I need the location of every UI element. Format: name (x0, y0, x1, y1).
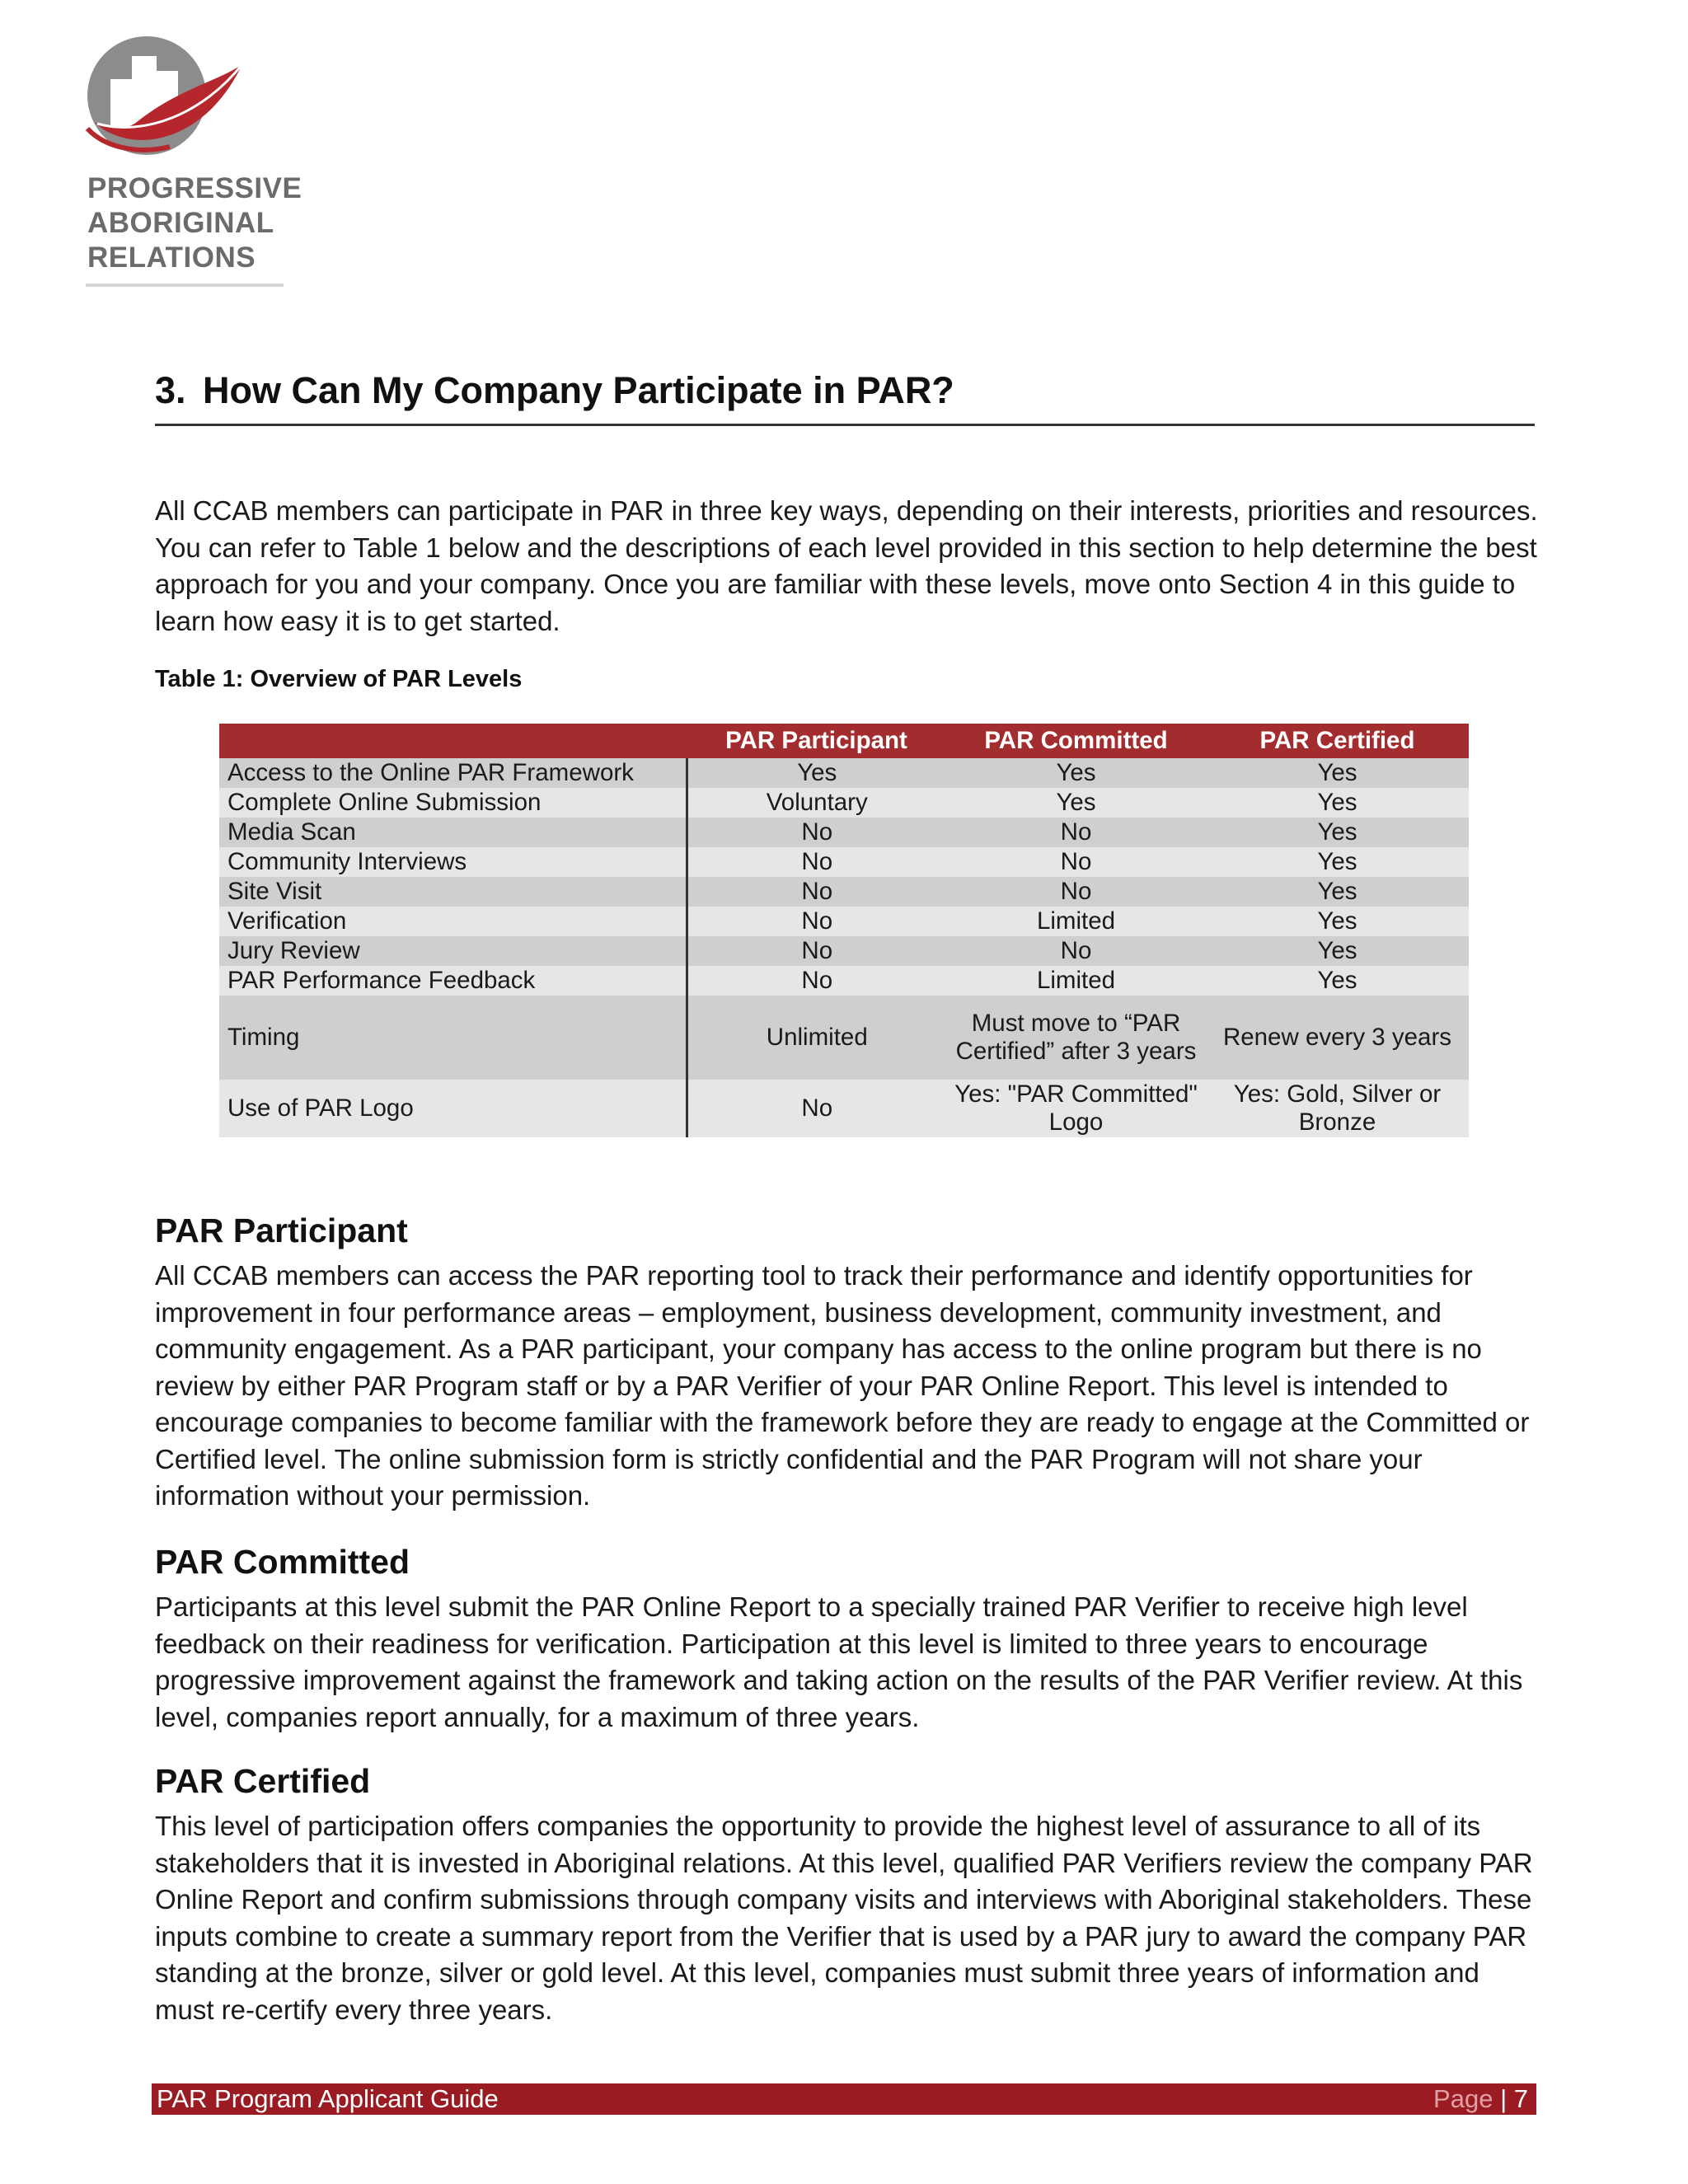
committed-heading: PAR Committed (155, 1543, 410, 1581)
table-header-committed: PAR Committed (946, 724, 1206, 758)
table-cell: No (687, 936, 946, 966)
table-cell: No (687, 818, 946, 847)
table-row-label: Access to the Online PAR Framework (219, 758, 687, 788)
table-cell: No (687, 907, 946, 936)
table-cell: Unlimited (687, 996, 946, 1080)
par-levels-table (219, 724, 1469, 1137)
table-row (219, 818, 1469, 847)
table-row-label: Verification (219, 907, 687, 936)
table-cell: No (687, 847, 946, 877)
table-cell: Yes: "PAR Committed" Logo (946, 1080, 1206, 1137)
page-footer (152, 2083, 1536, 2115)
table-cell: Yes (1206, 936, 1469, 966)
section-number: 3. (155, 369, 186, 411)
logo-line-1: PROGRESSIVE (87, 172, 302, 204)
logo-wordmark (87, 171, 302, 275)
table-row (219, 847, 1469, 877)
committed-paragraph: Participants at this level submit the PAR Online Report to a specially trained PAR Verifier to receive high level feedback on their readiness for verification. Participation at this level is limited to three years to encourage progressive improvement against the framework and taking action on the results of the PAR Verifier review. At this level, companies report annually, for a maximum of three years. (155, 1591, 1523, 1732)
footer-separator: | (1500, 2084, 1507, 2113)
table-row (219, 996, 1469, 1080)
table-row-label: PAR Performance Feedback (219, 966, 687, 996)
table-cell: Yes (687, 758, 946, 788)
footer-page-indicator (1433, 2083, 1528, 2115)
footer-page-label: Page (1433, 2084, 1493, 2113)
table-cell: Yes (1206, 907, 1469, 936)
table-cell: Yes (946, 758, 1206, 788)
table-row (219, 877, 1469, 907)
table-cell: No (687, 966, 946, 996)
table-row-label: Complete Online Submission (219, 788, 687, 818)
table-cell: Limited (946, 966, 1206, 996)
table-row-label: Community Interviews (219, 847, 687, 877)
table-header-certified: PAR Certified (1206, 724, 1469, 758)
table-cell: No (946, 936, 1206, 966)
table-row (219, 1080, 1469, 1137)
table-row (219, 758, 1469, 788)
footer-page-number: 7 (1513, 2084, 1528, 2113)
table-header-row (219, 724, 1469, 758)
certified-paragraph: This level of participation offers companies the opportunity to provide the highest level of assurance to all of its stakeholders that it is invested in Aboriginal relations. At this level, qualified PAR Verifiers review the company PAR Online Report and confirm submissions through company visits and interviews with Aboriginal stakeholders. These inputs combine to create a summary report from the Verifier that is used by a PAR jury to award the company PAR standing at the bronze, silver or gold level. At this level, companies must submit three years of information and must re-certify every three years. (155, 1811, 1533, 2025)
table-row-label: Site Visit (219, 877, 687, 907)
logo-line-2: ABORIGINAL (87, 207, 274, 239)
table-row (219, 936, 1469, 966)
table-cell: Yes (1206, 788, 1469, 818)
table-caption: Table 1: Overview of PAR Levels (155, 666, 523, 692)
table-cell: Yes (1206, 877, 1469, 907)
section-title: How Can My Company Participate in PAR? (203, 369, 954, 411)
table-cell: Voluntary (687, 788, 946, 818)
logo-mark-icon (79, 31, 277, 171)
table-cell: Renew every 3 years (1206, 996, 1469, 1080)
logo-underline (86, 284, 284, 287)
table-row (219, 788, 1469, 818)
table-row-label: Media Scan (219, 818, 687, 847)
participant-paragraph: All CCAB members can access the PAR reporting tool to track their performance and identify opportunities for improvement in four performance areas – employment, business development, community investment, and community engagement. As a PAR participant, your company has access to the online program but there is no review by either PAR Program staff or by a PAR Verifier of your PAR Online Report. This level is intended to encourage companies to become familiar with the framework before they are ready to engage at the Committed or Certified level. The online submission form is strictly confidential and the PAR Program will not share your information without your permission. (155, 1260, 1530, 1511)
table-row-label: Timing (219, 996, 687, 1080)
table-cell: No (687, 877, 946, 907)
table-row (219, 966, 1469, 996)
intro-paragraph: All CCAB members can participate in PAR in three key ways, depending on their interests, priorities and resources. You can refer to Table 1 below and the descriptions of each level provided in this section to help determine the best approach for you and your company. Once you are familiar with these levels, move onto Section 4 in this guide to learn how easy it is to get started. (155, 495, 1538, 636)
logo (79, 31, 302, 295)
table-cell: Yes: Gold, Silver or Bronze (1206, 1080, 1469, 1137)
table-cell: Must move to “PAR Certified” after 3 years (946, 996, 1206, 1080)
table-row (219, 907, 1469, 936)
table-cell: No (946, 847, 1206, 877)
table-cell: Yes (1206, 966, 1469, 996)
section-heading (155, 369, 1535, 426)
table-header-blank (219, 724, 687, 758)
table-row-label: Jury Review (219, 936, 687, 966)
participant-heading: PAR Participant (155, 1212, 408, 1249)
table-header-participant: PAR Participant (687, 724, 946, 758)
logo-line-3: RELATIONS (87, 241, 256, 274)
table-cell: Yes (1206, 847, 1469, 877)
table-cell: No (946, 877, 1206, 907)
table-cell: Yes (1206, 758, 1469, 788)
table-row-label: Use of PAR Logo (219, 1080, 687, 1137)
certified-heading: PAR Certified (155, 1762, 371, 1800)
table-cell: No (687, 1080, 946, 1137)
footer-guide-title: PAR Program Applicant Guide (157, 2084, 499, 2113)
table-cell: No (946, 818, 1206, 847)
table-cell: Limited (946, 907, 1206, 936)
table-cell: Yes (946, 788, 1206, 818)
table-cell: Yes (1206, 818, 1469, 847)
